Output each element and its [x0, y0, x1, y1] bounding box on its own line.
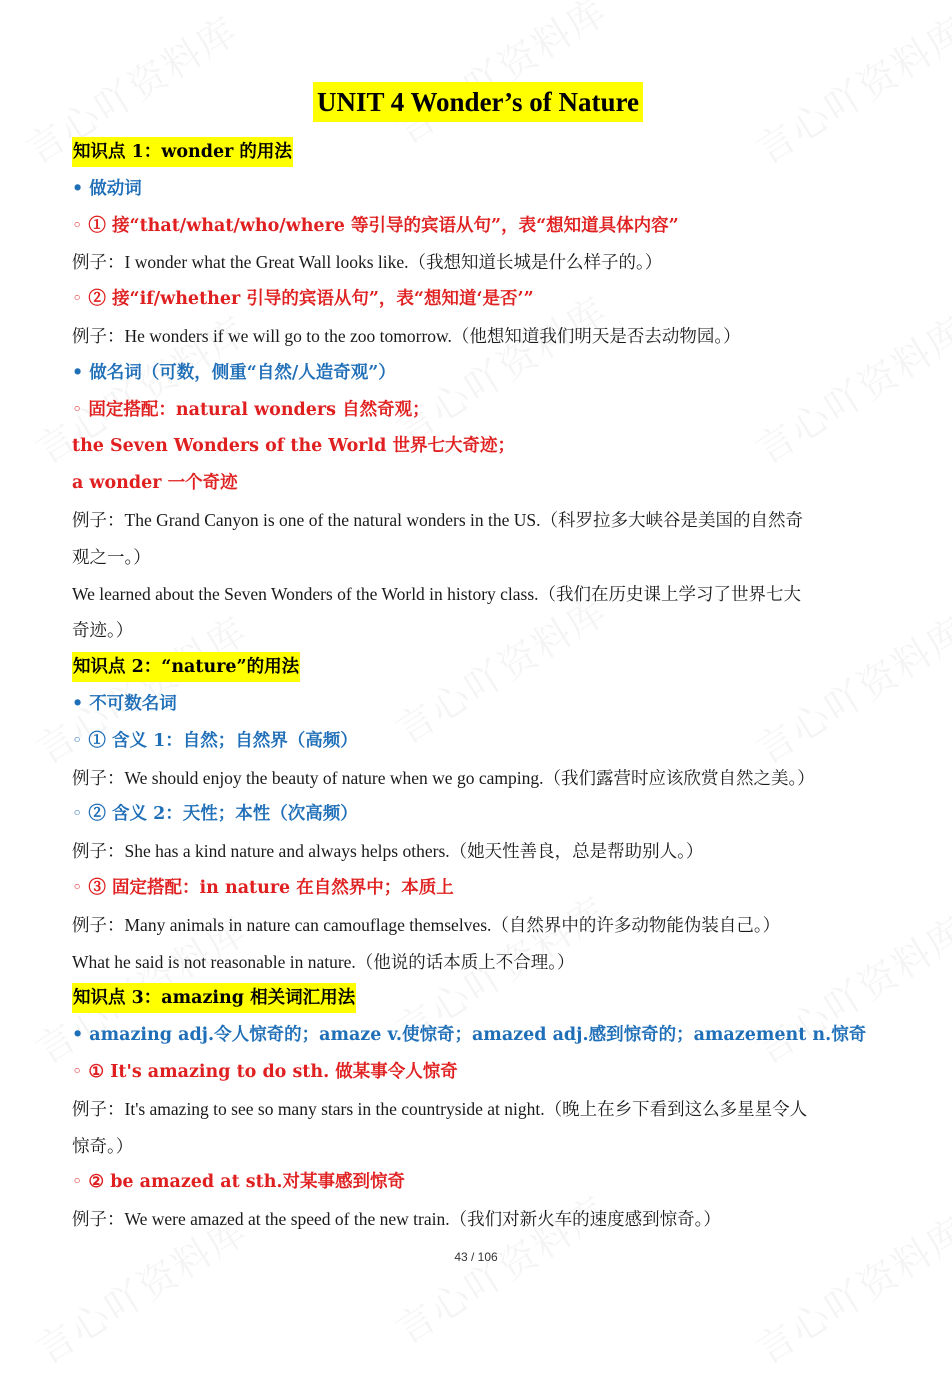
document-page: [72, 82, 884, 1238]
content-line: [72, 428, 884, 465]
point-text: ◦ ① 接“that/what/who/where 等引导的宾语从句”，表“想知道具体内容”: [72, 215, 679, 236]
content-line: [72, 355, 884, 392]
content-line: [72, 1054, 884, 1091]
content-line: [72, 980, 884, 1017]
point-text: • amazing adj.令人惊奇的；amaze v.使惊奇；amazed adj.感到惊奇的；amazement n.惊奇: [72, 1025, 867, 1046]
point-text: ◦ 固定搭配：natural wonders 自然奇观；: [72, 399, 430, 420]
content-line: [72, 134, 884, 171]
example-text: We learned about the Seven Wonders of the World in history class.（我们在历史课上学习了世界七大: [72, 583, 802, 604]
example-text: 例子：Many animals in nature can camouflage themselves.（自然界中的许多动物能伪装自己。）: [72, 914, 781, 935]
content-line: [72, 796, 884, 833]
page-number: 43 / 106: [454, 1250, 498, 1264]
example-text: 例子：He wonders if we will go to the zoo tomorrow.（他想知道我们明天是否去动物园。）: [72, 325, 741, 346]
content-line: [72, 465, 884, 502]
point-text: ◦ ② be amazed at sth.对某事感到惊奇: [72, 1172, 406, 1193]
content-line: [72, 649, 884, 686]
content-line: [72, 833, 884, 870]
example-text: 惊奇。）: [72, 1135, 134, 1156]
example-text: 例子：We should enjoy the beauty of nature when we go camping.（我们露营时应该欣赏自然之美。）: [72, 767, 815, 788]
point-text: • 做动词: [72, 178, 142, 199]
example-text: 例子：The Grand Canyon is one of the natural wonders in the US.（科罗拉多大峡谷是美国的自然奇: [72, 509, 804, 530]
example-text: 例子：She has a kind nature and always helps others.（她天性善良，总是帮助别人。）: [72, 841, 704, 862]
point-text: ◦ ① 含义 1：自然；自然界（高频）: [72, 730, 358, 751]
content-line: [72, 723, 884, 760]
content-line: [72, 612, 884, 649]
content-line: [72, 171, 884, 208]
page-title: UNIT 4 Wonder’s of Nature: [313, 82, 643, 122]
content-line: [72, 1128, 884, 1165]
example-text: 例子：We were amazed at the speed of the new train.（我们对新火车的速度感到惊奇。）: [72, 1209, 721, 1230]
content-line: [72, 870, 884, 907]
point-text: ◦ ① It's amazing to do sth. 做某事令人惊奇: [72, 1061, 458, 1082]
content-line: [72, 944, 884, 981]
point-text: ◦ ② 接“if/whether 引导的宾语从句”，表“想知道‘是否’”: [72, 289, 534, 310]
content-line: [72, 1201, 884, 1238]
content-line: [72, 1091, 884, 1128]
section-heading: 知识点 2：“nature”的用法: [72, 652, 300, 682]
content-body: [72, 134, 884, 1238]
example-text: 奇迹。）: [72, 620, 134, 641]
example-text: 观之一。）: [72, 546, 151, 567]
content-line: [72, 1164, 884, 1201]
point-text: ◦ ② 含义 2：天性；本性（次高频）: [72, 804, 358, 825]
content-line: [72, 281, 884, 318]
example-text: What he said is not reasonable in nature.（他说的话本质上不合理。）: [72, 951, 575, 972]
example-text: 例子：I wonder what the Great Wall looks like.（我想知道长城是什么样子的。）: [72, 252, 663, 273]
content-line: [72, 760, 884, 797]
content-line: [72, 907, 884, 944]
content-line: [72, 502, 884, 539]
point-text: a wonder 一个奇迹: [72, 473, 238, 494]
content-line: [72, 686, 884, 723]
title-wrap: [72, 82, 884, 134]
content-line: [72, 318, 884, 355]
content-line: [72, 392, 884, 429]
point-text: • 不可数名词: [72, 693, 177, 714]
content-line: [72, 576, 884, 613]
content-line: [72, 539, 884, 576]
content-line: [72, 1017, 884, 1054]
section-heading: 知识点 3：amazing 相关词汇用法: [72, 983, 356, 1013]
content-line: [72, 244, 884, 281]
section-heading: 知识点 1：wonder 的用法: [72, 137, 293, 167]
point-text: • 做名词（可数，侧重“自然/人造奇观”）: [72, 362, 396, 383]
point-text: ◦ ③ 固定搭配：in nature 在自然界中；本质上: [72, 877, 454, 898]
point-text: the Seven Wonders of the World 世界七大奇迹；: [72, 436, 516, 457]
content-line: [72, 208, 884, 245]
example-text: 例子：It's amazing to see so many stars in the countryside at night.（晚上在乡下看到这么多星星令人: [72, 1098, 808, 1119]
